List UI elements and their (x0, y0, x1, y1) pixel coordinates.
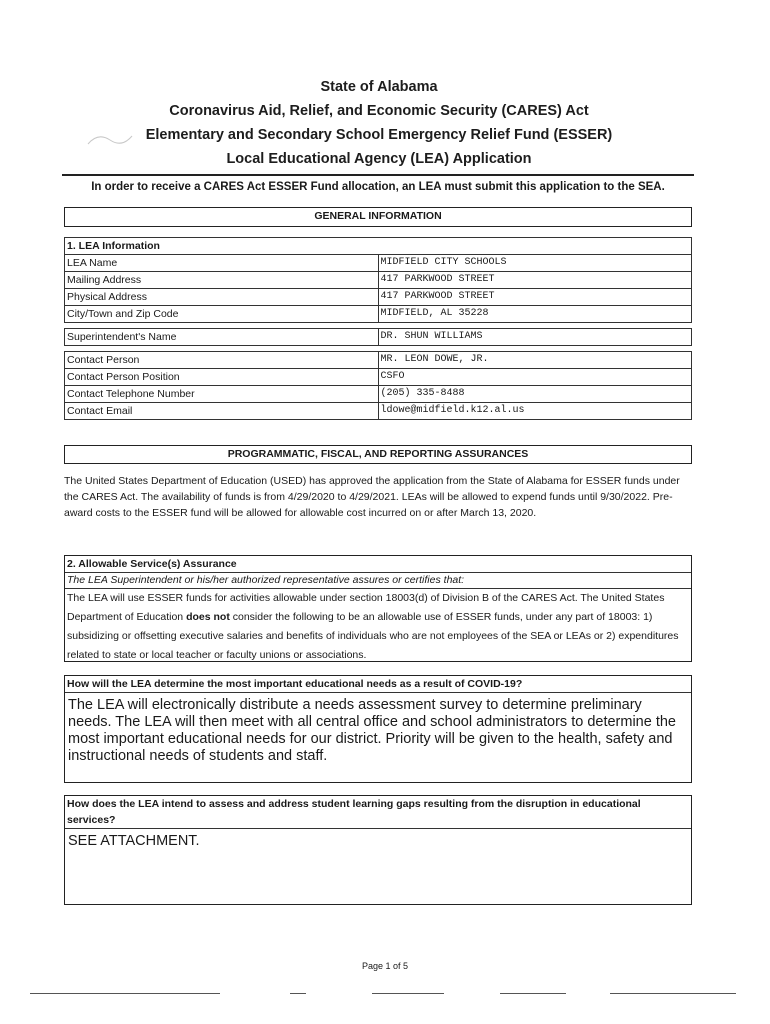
allowable-services-box (64, 555, 692, 662)
header-divider (62, 174, 694, 176)
physical-address-value[interactable]: 417 PARKWOOD STREET (378, 289, 692, 306)
table-row (65, 403, 692, 420)
table-row (65, 255, 692, 272)
header-fund: Elementary and Secondary School Emergency Relief Fund (ESSER) (145, 127, 613, 143)
header-application: Local Educational Agency (LEA) Application (226, 151, 532, 167)
header-act: Coronavirus Aid, Relief, and Economic Security (CARES) Act (169, 103, 589, 119)
contact-position-label: Contact Person Position (65, 369, 379, 386)
question-needs-label: How will the LEA determine the most important educational needs as a result of COVID-19? (65, 676, 691, 693)
contact-phone-label: Contact Telephone Number (65, 386, 379, 403)
question-needs-box (64, 675, 692, 783)
table-row (65, 329, 692, 346)
footer-rule (30, 993, 220, 994)
contact-phone-value[interactable]: (205) 335-8488 (378, 386, 692, 403)
allowable-services-body (65, 589, 691, 665)
city-zip-label: City/Town and Zip Code (65, 306, 379, 323)
lea-information-table (64, 237, 692, 420)
question-learning-gaps-box (64, 795, 692, 905)
question-needs-answer[interactable]: The LEA will electronically distribute a needs assessment survey to determine preliminary needs. The LEA will then meet with all central office and school administrators to determine the most important educational needs for our district. Priority will be given to the health, safety and instructional needs of students and staff. (68, 697, 676, 764)
contact-person-value[interactable]: MR. LEON DOWE, JR. (378, 352, 692, 369)
document-header (64, 75, 694, 171)
allowable-services-heading: 2. Allowable Service(s) Assurance (65, 556, 691, 573)
contact-position-value[interactable]: CSFO (378, 369, 692, 386)
footer-rule (610, 993, 736, 994)
lea-information-heading: 1. LEA Information (65, 238, 692, 255)
physical-address-label: Physical Address (65, 289, 379, 306)
allowable-services-subheading: The LEA Superintendent or his/her authorized representative assures or certifies that: (65, 573, 691, 589)
contact-email-value[interactable]: ldowe@midfield.k12.al.us (378, 403, 692, 420)
superintendent-label: Superintendent's Name (65, 329, 379, 346)
question-learning-gaps-label: How does the LEA intend to assess and address student learning gaps resulting from the disruption in educational services? (65, 796, 691, 829)
table-row (65, 272, 692, 289)
table-row (65, 369, 692, 386)
lea-name-label: LEA Name (65, 255, 379, 272)
mailing-address-value[interactable]: 417 PARKWOOD STREET (378, 272, 692, 289)
assurances-paragraph: The United States Department of Education (USED) has approved the application from the State of Alabama for ESSER funds under the CARES Act. The availability of funds is from 4/29/2020 to 4/29/2021. LEAs will be allowed to expend funds until 9/30/2022. Pre-award costs to the ESSER fund will be allowed for allowable cost incurred on or after March 13, 2020. (64, 475, 680, 519)
table-row (65, 352, 692, 369)
allowable-body-start: The LEA will use ESSER funds for activities allowable under section 18003(d) of Division B of the CARES Act. The United States Department of Education (67, 592, 665, 623)
footer-rule (290, 993, 306, 994)
city-zip-value[interactable]: MIDFIELD, AL 35228 (378, 306, 692, 323)
header-state: State of Alabama (320, 79, 438, 95)
allowable-body-emphasis: does not (186, 611, 230, 623)
allowable-body-end: consider the following to be an allowable use of ESSER funds, under any part of 18003: 1) subsidizing or offsetting executive salaries and benefits of individuals who are not employees of the SEA or LEAs or 2) expenditures related to state or local teacher or faculty unions or associations. (67, 611, 679, 661)
table-row (65, 289, 692, 306)
footer-rule (372, 993, 444, 994)
mailing-address-label: Mailing Address (65, 272, 379, 289)
question-learning-gaps-answer[interactable]: SEE ATTACHMENT. (68, 833, 200, 849)
page-number: Page 1 of 5 (361, 961, 409, 971)
contact-person-label: Contact Person (65, 352, 379, 369)
table-row (65, 306, 692, 323)
footer-rule (500, 993, 566, 994)
lea-name-value[interactable]: MIDFIELD CITY SCHOOLS (378, 255, 692, 272)
general-information-bar: GENERAL INFORMATION (64, 207, 692, 227)
contact-email-label: Contact Email (65, 403, 379, 420)
superintendent-value[interactable]: DR. SHUN WILLIAMS (378, 329, 692, 346)
intro-text: In order to receive a CARES Act ESSER Fund allocation, an LEA must submit this application to the SEA. (91, 181, 665, 193)
table-row (65, 386, 692, 403)
assurances-bar: PROGRAMMATIC, FISCAL, AND REPORTING ASSURANCES (64, 445, 692, 464)
